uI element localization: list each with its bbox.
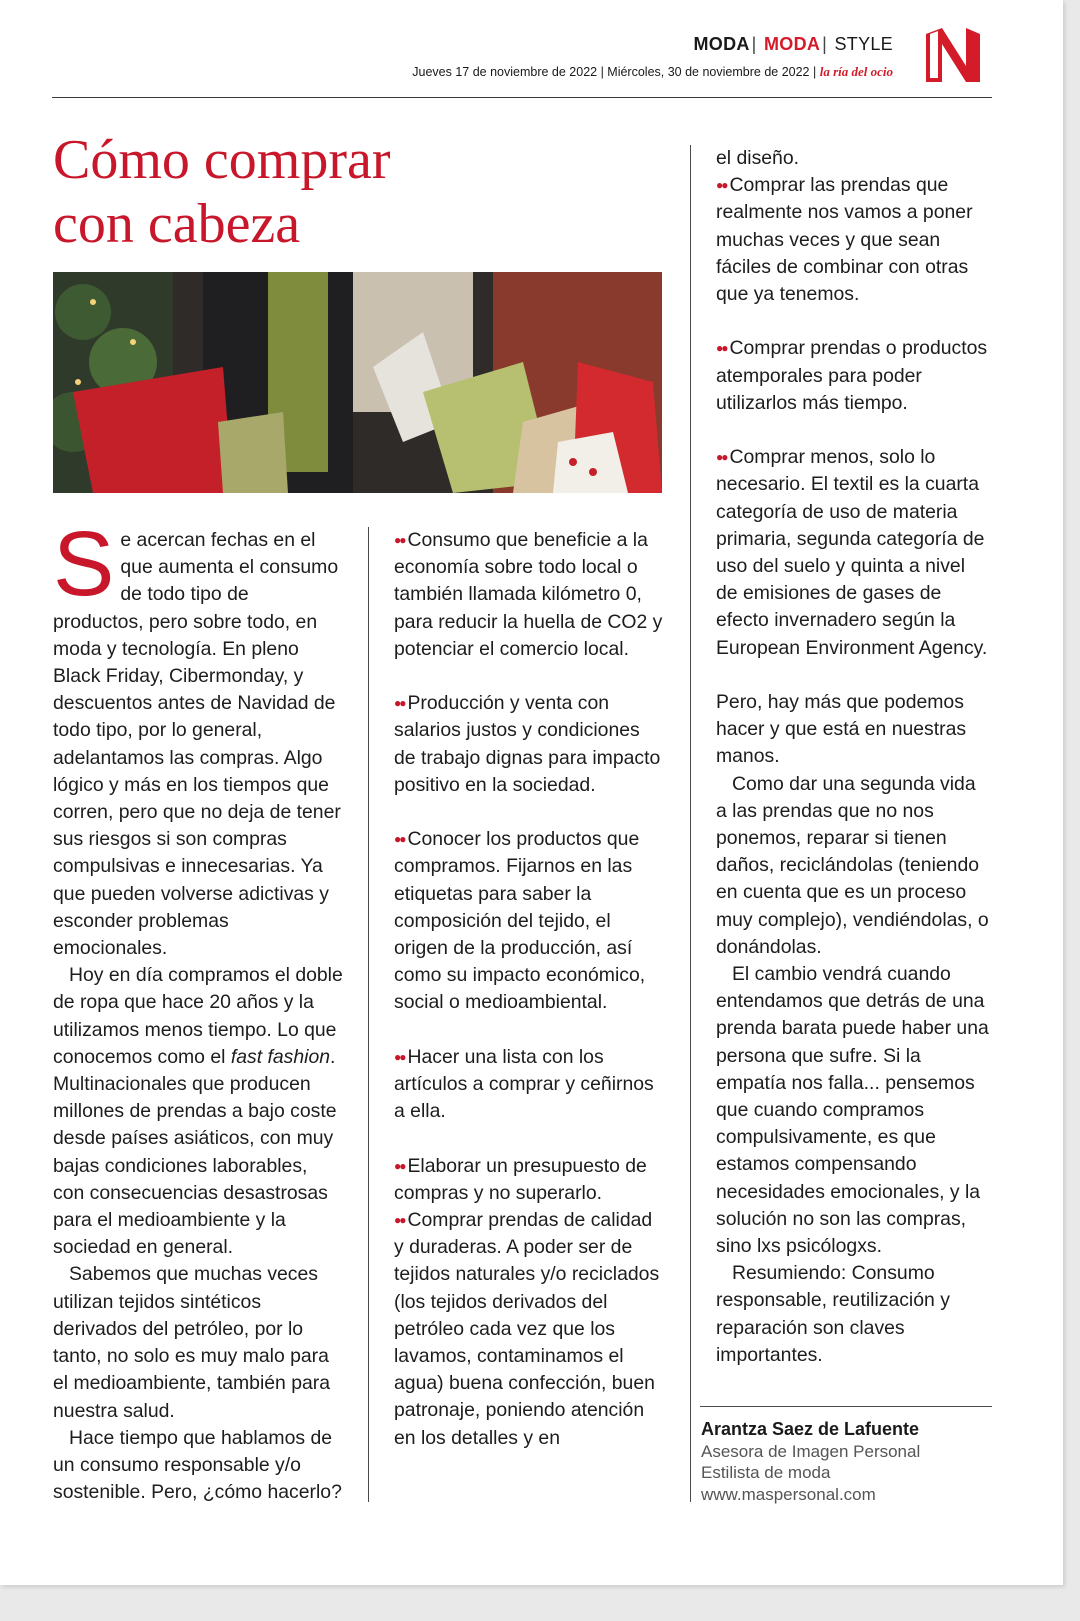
list-item — [394, 690, 666, 799]
section-header: MODA | MODA | STYLE — [693, 34, 893, 54]
intro-text: e acercan fechas en el que aumenta el consumo de todo tipo de productos, pero sobre todo, en moda y tecnología. En pleno Black Friday, Cibermonday, y descuentos antes de Navidad de todo tipo, por lo general, adelantamos las compras. Algo lógico y más en los tiempos que corren, pero que no deja de tener sus riesgos si son compras compulsivas e innecesarias. Ya que pueden volverse adictivas y esconder problemas emocionales. — [53, 529, 341, 960]
author-box — [701, 1419, 993, 1505]
list-item-text: Elaborar un presupuesto de compras y no superarlo. — [394, 1154, 647, 1204]
section-label-1: MODA — [693, 34, 750, 54]
bullet-icon: ●● — [716, 341, 727, 356]
brand-name: la ría del ocio — [819, 64, 893, 79]
paragraph-fast-fashion-part-2: . Multinacionales que producen millones de prendas a bajo coste desde países asiáticos, con muy bajas condiciones laborables, con consecuencias desastrosas para el medioambiente y la sociedad en general. — [53, 1045, 337, 1259]
article-column-1 — [53, 513, 343, 1506]
paragraph-more: Pero, hay más que podemos hacer y que está en nuestras manos. — [716, 691, 967, 768]
author-divider — [700, 1406, 992, 1407]
article-column-2 — [394, 527, 666, 1452]
list-item-text: Comprar menos, solo lo necesario. El textil es la cuarta categoría de uso de materia primaria, segunda categoría de uso del suelo y quinta a nivel de emisiones de gases de efecto invernadero según la European Environment Agency. — [716, 446, 988, 659]
publication-logo-icon — [922, 24, 984, 86]
paragraph-how: Hace tiempo que hablamos de un consumo responsable y/o sostenible. Pero, ¿cómo hacerlo? — [53, 1426, 342, 1504]
author-name: Arantza Saez de Lafuente — [701, 1419, 920, 1439]
list-item — [716, 335, 990, 417]
title-line-1: Cómo comprar — [53, 129, 391, 191]
paragraph-fast-fashion — [53, 962, 343, 1261]
list-item-text: Comprar prendas de calidad y duraderas. A poder ser de tejidos naturales y/o reciclados (los tejidos derivados del petróleo cada vez que los lavamos, contaminamos el agua) buena confección, buen patronaje, poniendo atención en los detalles y en — [394, 1209, 660, 1449]
bullet-icon: ●● — [716, 178, 727, 193]
issue-dates — [412, 64, 893, 80]
shopping-bags-photo — [53, 272, 662, 493]
bullet-icon: ●● — [394, 1158, 405, 1173]
intro-paragraph — [53, 513, 343, 962]
bullet-icon: ●● — [394, 696, 405, 711]
list-item-text: Consumo que beneficie a la economía sobre todo local o también llamada kilómetro 0, para reducir la huella de CO2 y potenciar el comercio local. — [394, 529, 663, 660]
article-title — [53, 128, 613, 256]
list-item-text: Hacer una lista con los artículos a comprar y ceñirnos a ella. — [394, 1045, 654, 1123]
author-role-2: Estilista de moda — [701, 1463, 831, 1482]
article-column-3 — [716, 145, 990, 1369]
bullet-icon: ●● — [394, 832, 405, 847]
bullet-icon: ●● — [394, 1049, 405, 1064]
drop-cap: S — [53, 513, 115, 615]
fast-fashion-term: fast fashion — [230, 1045, 331, 1068]
list-item — [394, 826, 666, 1016]
list-item — [716, 172, 990, 308]
author-role-1: Asesora de Imagen Personal — [701, 1441, 921, 1461]
title-line-2: con cabeza — [53, 193, 301, 255]
paragraph-fast-fashion-part-1: Hoy en día compramos el doble de ropa que hace 20 años y la utilizamos menos tiempo. Lo que conocemos como el — [53, 964, 343, 1068]
column-divider — [690, 145, 691, 1502]
list-item-text: Comprar las prendas que realmente nos vamos a poner muchas veces y que sean fáciles de combinar con otras que ya tenemos. — [716, 174, 973, 306]
bullet-icon: ●● — [394, 1213, 405, 1228]
list-item — [394, 1207, 666, 1452]
bullet-icon: ●● — [716, 450, 727, 465]
section-label-2: MODA — [763, 34, 821, 54]
paragraph-second-life: Como dar una segunda vida a las prendas que no nos ponemos, reparar si tienen daños, reciclándolas (teniendo en cuenta que es un proceso muy complejo), vendiéndolas, o donándolas. — [716, 772, 989, 958]
header-divider — [52, 97, 992, 98]
dates-text: Jueves 17 de noviembre de 2022 | Miércoles, 30 de noviembre de 2022 | — [412, 65, 817, 79]
list-item-text: Conocer los productos que compramos. Fijarnos en las etiquetas para saber la composición del tejido, el origen de la producción, así como su impacto económico, social o medioambiental. — [394, 828, 646, 1014]
bullet-icon: ●● — [394, 533, 405, 547]
column-divider — [368, 527, 369, 1502]
list-item — [394, 1153, 666, 1207]
continued-text: el diseño. — [716, 147, 800, 169]
list-item-text: Comprar prendas o productos atemporales para poder utilizarlos más tiempo. — [716, 337, 988, 414]
paragraph-summary: Resumiendo: Consumo responsable, reutilización y reparación son claves importantes. — [716, 1262, 950, 1366]
list-item — [394, 1044, 666, 1126]
paragraph-change: El cambio vendrá cuando entendamos que detrás de una prenda barata puede haber una persona que sufre. Si la empatía nos falla... pensemos que cuando compramos compulsivamente, es que estamos compensando necesidades emocionales, y la solución no son las compras, sino lxs psicólogxs. — [716, 963, 989, 1258]
list-item — [716, 444, 990, 662]
list-item — [394, 527, 666, 663]
section-label-3: STYLE — [834, 34, 893, 54]
author-website: www.maspersonal.com — [701, 1484, 876, 1504]
paragraph-synthetic: Sabemos que muchas veces utilizan tejidos sintéticos derivados del petróleo, por lo tanto, no solo es muy malo para el medioambiente, también para nuestra salud. — [53, 1263, 331, 1422]
list-item-text: Producción y venta con salarios justos y condiciones de trabajo dignas para impacto positivo en la sociedad. — [394, 692, 661, 796]
